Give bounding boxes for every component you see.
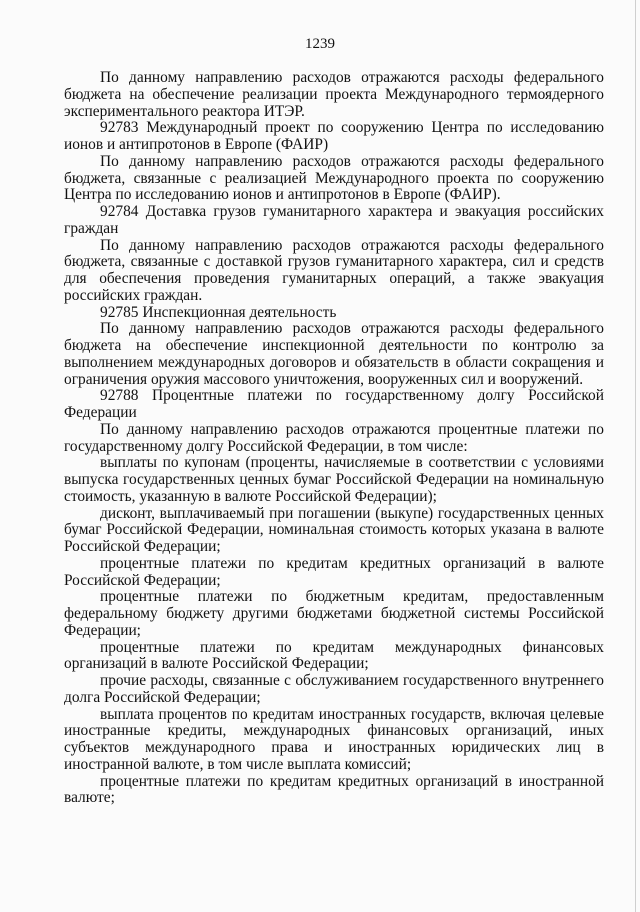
list-item: процентные платежи по кредитам международных финансовых организаций в валюте Российской Федерации; [64,638,604,673]
list-item: выплаты по купонам (проценты, начисляемые в соответствии с условиями выпуска государственных ценных бумаг Российской Федерации на номинальную стоимость, указанную в валюте Российской Федерации); [64,454,604,505]
paragraph: По данному направлению расходов отражаются процентные платежи по государственному долгу Российской Федерации, в том числе: [64,420,604,455]
list-item: процентные платежи по кредитам кредитных организаций в иностранной валюте; [64,772,604,807]
paragraph: По данному направлению расходов отражаются расходы федерального бюджета на обеспечение инспекционной деятельности по контролю за выполнением международных договоров и обязательств в области сокращения и ограничения оружия массового уничтожения, вооруженных сил и вооружений. [64,320,604,388]
section-heading: 92785 Инспекционная деятельность [100,303,337,321]
paragraph: По данному направлению расходов отражаются расходы федерального бюджета, связанные с доставкой грузов гуманитарного характера, сил и средств для обеспечения проведения гуманитарных операций, а также эвакуация российских граждан. [64,236,604,304]
list-item: выплата процентов по кредитам иностранных государств, включая целевые иностранные кредиты, международных финансовых организаций, иных субъектов международного права и иностранных юридических лиц в иностранной валюте, в том числе выплата комиссий; [64,705,604,773]
scan-edge-line [635,0,636,912]
paragraph: По данному направлению расходов отражаются расходы федерального бюджета на обеспечение реализации проекта Международного термоядерного экспериментального реактора ИТЭР. [64,69,604,120]
list-item: процентные платежи по кредитам кредитных организаций в валюте Российской Федерации; [64,554,604,589]
paragraph: По данному направлению расходов отражаются расходы федерального бюджета, связанные с реализацией Международного проекта по сооружению Центра по исследованию ионов и антипротонов в Европе (ФАИР). [64,152,604,204]
list-item: прочие расходы, связанные с обслуживанием государственного внутреннего долга Российской Федерации; [64,672,604,706]
list-item: дисконт, выплачиваемый при погашении (выкупе) государственных ценных бумаг Российской Федерации, номинальная стоимость которых указана в валюте Российской Федерации; [64,504,604,555]
page-number: 1239 [305,36,335,52]
section-heading: 92788 Процентные платежи по государственному долгу Российской Федерации [64,387,604,421]
document-body [64,70,604,807]
list-item: процентные платежи по бюджетным кредитам, предоставленным федеральному бюджету другими бюджетами бюджетной системы Российской Федерации; [64,588,604,639]
section-heading: 92783 Международный проект по сооружению Центра по исследованию ионов и антипротонов в Европе (ФАИР) [64,119,604,153]
section-heading: 92784 Доставка грузов гуманитарного характера и эвакуация российских граждан [64,203,604,237]
